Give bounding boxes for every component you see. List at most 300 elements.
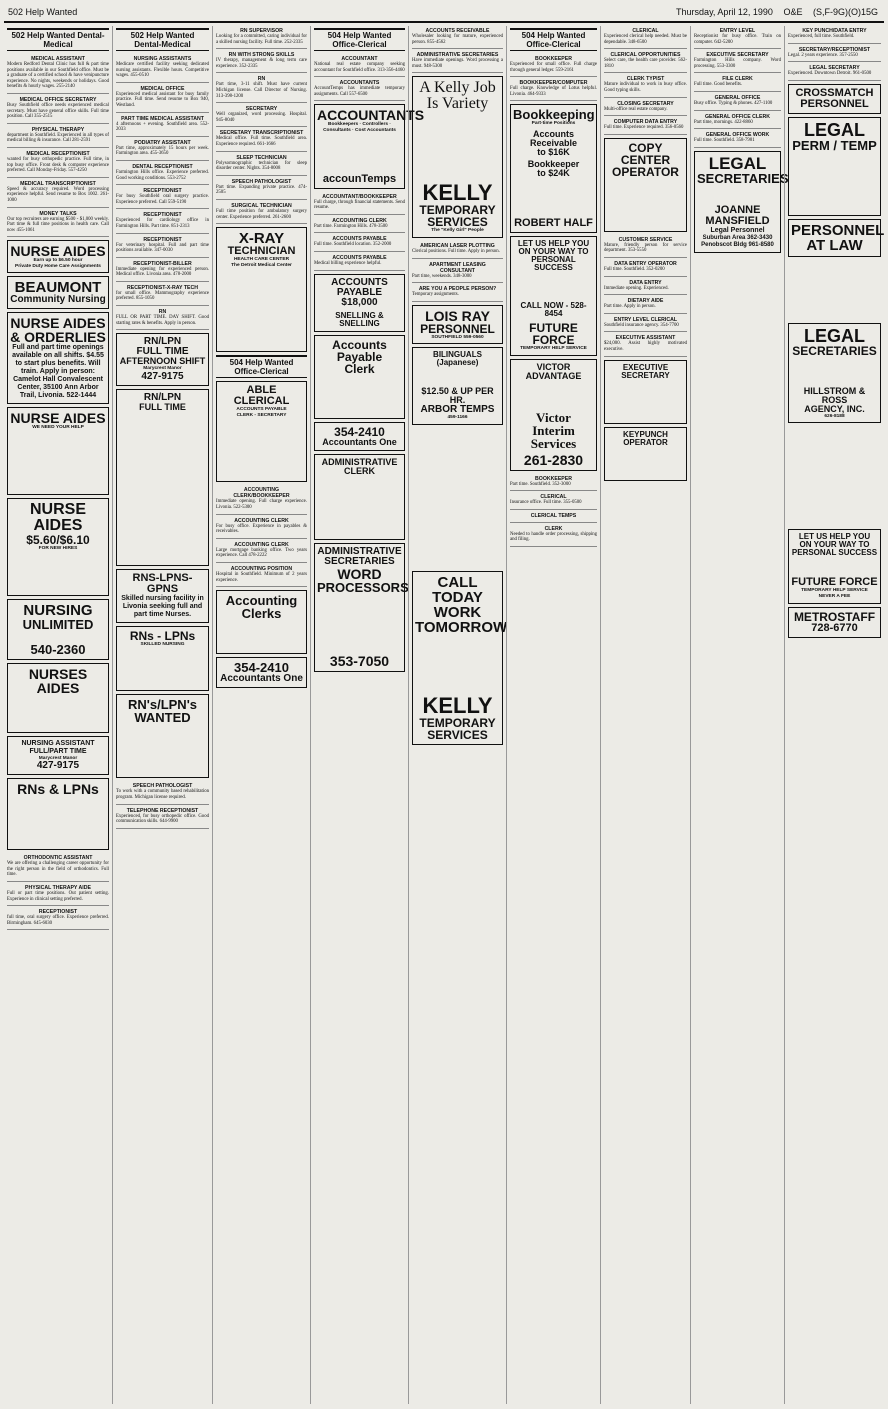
ad-body: Experienced clerical help needed. Must be dependable. 348-6500 [604, 34, 687, 45]
ad-title: RN WITH STRONG SKILLS [228, 52, 295, 59]
ad-subline: Clerk [344, 361, 375, 376]
header-rule [4, 21, 884, 23]
classified-ad [412, 260, 503, 284]
ad-body-filler [513, 381, 594, 411]
ad-headline: SECRETARIES [792, 343, 877, 358]
ad-body: Full time. Southfield. 358-7981 [694, 138, 755, 144]
ad-subline: TECHNICIAN [227, 245, 296, 258]
executive-secretary-ad [604, 360, 687, 424]
classified-ad [216, 128, 307, 151]
classified-ad [314, 234, 405, 252]
ad-title: PART TIME MEDICAL ASSISTANT [121, 115, 204, 122]
ad-title: DIETARY AIDE [627, 298, 664, 305]
ad-body: department in Southfield. Experienced in all types of medical billing & insurance. Call 281-2591 [7, 132, 109, 144]
ad-title: ORTHODONTIC ASSISTANT [23, 855, 93, 862]
ad-headline: LEGAL [708, 153, 767, 173]
ad-headline: SECRETARIES [697, 170, 789, 186]
classified-ad [216, 516, 307, 539]
ad-subline: UNLIMITED [22, 616, 94, 632]
ad-body: Immediate opening for experienced person. Medical office. Livonia area. 478-2000 [116, 266, 209, 278]
ad-title: ACCOUNTANT/BOOKKEEPER [322, 193, 397, 200]
ad-body: Well organized, word processing. Hospital. 945-8040 [216, 112, 307, 123]
ad-headline: NURSE AIDES [29, 501, 86, 535]
ad-subline: AFTERNOON SHIFT [119, 356, 206, 367]
classified-ad [788, 63, 881, 81]
classified-ad [694, 130, 781, 148]
ad-headline: AIDES [36, 679, 80, 696]
ad-body: FULL OR PART TIME. DAY SHIFT. Good starting rates & benefits. Apply in person. [116, 315, 209, 326]
agency-name: MANSFIELD [705, 214, 770, 227]
ad-title: MEDICAL OFFICE [140, 85, 185, 92]
ad-body-filler [219, 268, 304, 348]
ad-body-filler [791, 357, 878, 387]
ad-title: CLERICAL [632, 28, 659, 34]
classified-ad [314, 216, 405, 234]
ad-subline: Marycrest Manor [143, 366, 182, 372]
ad-title: ACCOUNTS RECEIVABLE [425, 28, 490, 34]
ad-headline: NURSE AIDES [10, 410, 106, 427]
ad-phone: 728-6770 [811, 621, 858, 634]
header-section: 502 Help Wanted [8, 7, 78, 17]
ad-list [604, 26, 687, 135]
ad-body: Have immediate openings. Word processing a must. 948-5300 [412, 58, 503, 69]
ad-body: wanted for busy orthopedic practice. Full time, in top busy office. Front desk & computer experience preferred. Call Monday-Friday. 557-4250 [7, 156, 109, 174]
ad-title: RECEPTIONIST-X-RAY TECH [127, 284, 198, 291]
ad-subline: Marycrest Manor [38, 755, 78, 761]
ad-headline: RN/LPN [143, 391, 182, 403]
ad-title: BOOKKEEPER [535, 475, 572, 482]
agency-logo: Interim [532, 422, 575, 438]
ad-body-filler [10, 552, 106, 592]
legal-perm-temp-ad [788, 117, 881, 216]
ad-body: We are offering a challenging career opportunity for the right person in the field of orthodontics. Full time. [7, 861, 109, 878]
beaumont-ad [7, 276, 109, 309]
ad-headline: ACCOUNTANTS [317, 107, 425, 124]
classified-ad [7, 209, 109, 238]
ad-headline: LOIS RAY [425, 307, 490, 324]
agency-logo: KELLY [422, 180, 493, 206]
classified-ad [314, 192, 405, 215]
ad-title: MEDICAL ASSISTANT [31, 56, 85, 62]
agency-name: HILLSTROM & ROSS [803, 385, 866, 405]
ad-subline: TEMPORARY HELP SERVICE [801, 588, 868, 594]
ad-title: ENTRY LEVEL [719, 28, 756, 34]
ad-title: CLOSING SECRETARY [617, 100, 674, 107]
classified-ad [604, 235, 687, 258]
ad-title: ACCOUNTING POSITION [230, 566, 293, 573]
classified-ad [694, 26, 781, 49]
ad-headline: ON YOUR WAY TO [518, 246, 589, 256]
ad-body-filler [10, 431, 106, 491]
ad-body: $24,000. Assist highly motivated executive. [604, 341, 687, 352]
ad-list [216, 26, 307, 224]
ad-subline: Accountants One [220, 673, 303, 685]
classified-ad [694, 74, 781, 92]
ad-body: Busy Southfield office needs experienced medical secretary. Must have general office skills. Full time position. Call 355-2515 [7, 102, 109, 120]
ad-headline: WORD [337, 565, 382, 582]
header-paper: O&E [783, 7, 803, 17]
ad-body: To work with a community based rehabilitation program. Michigan license required. [116, 789, 209, 801]
ad-list [314, 192, 405, 271]
classified-ad [216, 564, 307, 587]
ad-body: Multi-office real estate company. [604, 106, 668, 112]
ad-headline: Accounting Clerks [225, 593, 298, 622]
ad-body-filler [415, 112, 500, 182]
agency-logo: CROSSMATCH [795, 86, 874, 99]
ad-headline: OPERATOR [612, 164, 679, 179]
ad-title: DATA ENTRY [629, 279, 662, 286]
classified-ad [604, 117, 687, 135]
ad-list [116, 54, 209, 330]
column-7 [600, 26, 690, 1404]
future-force-ad [788, 529, 881, 603]
classified-ad [510, 78, 597, 101]
ad-subline: FULL TIME [139, 401, 186, 412]
ad-title: RECEPTIONIST [38, 909, 78, 916]
ad-body-filler [317, 134, 402, 174]
classified-ad [412, 26, 503, 49]
ad-phone: Penobscot Bldg 961-8580 [701, 241, 774, 248]
ad-body: Experienced. Downtown Detroit. 961-0500 [788, 71, 872, 77]
ad-headline: PERM / TEMP [792, 137, 877, 153]
classified-ad [116, 259, 209, 282]
rns-lpns-gpns-ad [116, 569, 209, 623]
ad-list [116, 781, 209, 828]
ad-subline: Receivable [529, 137, 578, 148]
ad-body-filler [119, 412, 206, 562]
classified-ad [216, 26, 307, 49]
column-2 [112, 26, 212, 1404]
ad-title: PODIATRY ASSISTANT [134, 139, 191, 146]
agency-logo: Victor [536, 409, 571, 425]
ad-headline: LEGAL [804, 119, 865, 140]
ad-body: For busy office. Experience in payables & receivables. [216, 523, 307, 535]
ad-subline: to $24K [537, 167, 570, 178]
classified-ad [604, 259, 687, 277]
ad-body-filler [317, 594, 402, 654]
ad-headline: RN's/LPN's [127, 697, 198, 713]
ad-body: Select care, the health care provider. 562-1810 [604, 58, 687, 69]
ad-title: ACCOUNTING CLERK [332, 217, 387, 224]
ad-body: Mature individual to work in busy office. Good typing skills. [604, 82, 687, 93]
ad-body: Full time position for ambulatory surgery center. Experience preferred. 261-2600 [216, 208, 307, 220]
ad-body: Wholesaler looking for mature, experienced person. 855-4562 [412, 34, 503, 45]
ad-body: Full time. Southfield. 352-0200 [604, 266, 665, 272]
classified-ad [116, 54, 209, 83]
ad-body: Full or part time positions. Out patient setting. Experience in clinical setting preferred. [7, 891, 109, 902]
ad-body: Polysomnographic technician for sleep disorder center. Nights. 354-8008 [216, 160, 307, 172]
ad-body-filler [788, 260, 881, 320]
ad-headline: & ORDERLIES [10, 329, 106, 346]
classified-ad [116, 781, 209, 804]
ad-body: Part time. Farmington Hills. 478-3500 [314, 223, 388, 229]
ad-headline: ADMINISTRATIVE CLERK [321, 456, 398, 476]
ad-body: Mature, friendly person for service department. 353-5550 [604, 242, 687, 254]
ad-headline: CALL TODAY [432, 573, 483, 606]
column-3 [212, 26, 310, 1404]
ad-headline: RN/LPN [143, 336, 182, 348]
classified-ad [7, 883, 109, 906]
ad-subline: Bookkeeper [527, 158, 580, 169]
ad-headline: NURSING ASSISTANT [21, 739, 95, 747]
agency-logo: SERVICES [427, 727, 488, 742]
agency-logo: AT LAW [806, 236, 863, 254]
ad-body-filler [791, 152, 878, 212]
accounts-payable-clerk-ad [314, 335, 405, 419]
classified-ad [604, 99, 687, 117]
personnel-at-law-ad [788, 219, 885, 257]
ad-body: Full time. Good benefits. [694, 82, 743, 88]
ad-title: TELEPHONE RECEPTIONIST [126, 807, 199, 814]
rns-lpns-skilled-ad [116, 626, 209, 692]
bookkeeping-ad [510, 104, 597, 233]
classified-ad [7, 179, 109, 208]
ad-body-filler [317, 375, 402, 415]
section-heading: 502 Help Wanted Dental-Medical [116, 28, 209, 51]
ad-body-filler [513, 272, 594, 302]
ad-subline: Earn up to $6.50 hour [33, 258, 83, 264]
ad-subline: TEMPORARY HELP SERVICE [520, 345, 587, 351]
classified-ad [7, 54, 109, 94]
ad-subline: FULL/PART TIME [29, 747, 87, 755]
ad-body-filler [415, 635, 500, 695]
call-today-ad [412, 571, 508, 745]
ad-body: Part time, approximately 15 hours per week. Farmington area. 455-3650 [116, 145, 209, 157]
classified-ad [788, 26, 881, 44]
ad-headline: BEAUMONT [14, 279, 102, 297]
ad-phone: 427-9175 [141, 370, 184, 382]
classified-ad [116, 138, 209, 161]
rns-lpns-ad [7, 778, 109, 850]
ad-body: Full time. Southfield location. 352-2000 [314, 242, 392, 248]
ad-body: Busy office. Typing & phones. 427-1100 [694, 100, 773, 106]
ad-title: DENTAL RECEPTIONIST [132, 163, 193, 170]
ad-body: Our top recruiters are earning $500 - $1,000 weekly. Part time & full time positions in health care. Call now 455-1061 [7, 216, 109, 233]
classified-ad [216, 540, 307, 563]
ad-headline: VICTOR ADVANTAGE [525, 361, 582, 381]
rns-lpns-wanted-ad [116, 694, 209, 778]
ad-body: Speed & accuracy required. Word processing experience helpful. Send resume to Box 1002. 261-1000 [7, 186, 109, 203]
ad-body: Looking for a committed, caring individual for a skilled nursing facility. Full time. 252-2335 [216, 34, 307, 45]
ad-body: Farmington Hills company. Word processing. 553-3300 [694, 58, 781, 69]
ad-body: Insurance office. Full time. 355-0500 [510, 500, 582, 506]
ad-headline: PERSONNEL [420, 321, 495, 336]
ad-headline: PERSONAL SUCCESS [791, 548, 878, 558]
ad-body-filler [791, 557, 878, 577]
ad-headline: LET US HELP YOU [517, 238, 590, 248]
ad-title: APARTMENT LEASING CONSULTANT [429, 261, 486, 274]
ad-phone: 626-8188 [824, 413, 845, 419]
classified-ad [116, 162, 209, 185]
ad-subline: SKILLED NURSING [140, 641, 185, 647]
nurses-aides-ad [7, 663, 109, 733]
ad-title: RN [158, 309, 167, 316]
copy-center-ad [604, 138, 687, 232]
ad-body: Experienced medical assistant for busy family practice. Full time. Send resume to Box 940, Westland. [116, 91, 209, 108]
ad-subline: Part-time Positions [531, 121, 576, 127]
ad-subline: The Detroit Medical Center [231, 262, 292, 268]
bilinguals-ad [412, 347, 503, 425]
ad-body: Temporary assignments. [412, 292, 459, 298]
ad-body-filler [788, 426, 881, 526]
ad-title: AMERICAN LASER PLOTTING [420, 242, 495, 249]
section-heading: 504 Help Wanted Office-Clerical [314, 28, 405, 51]
ad-body-filler [697, 185, 778, 205]
ad-body: Needed to handle order processing, shipping and filing. [510, 531, 597, 543]
ad-body: Part time. Apply in person. [604, 304, 656, 310]
ad-headline: NURSES [28, 665, 88, 682]
classified-ad [116, 84, 209, 113]
ad-title: PHYSICAL THERAPY AIDE [25, 885, 91, 892]
ad-body: Southfield insurance agency. 354-7700 [604, 322, 679, 328]
ad-subline: HEALTH CARE CENTER [233, 257, 290, 263]
ad-title: GENERAL OFFICE CLERK [704, 113, 771, 120]
ad-title: CLERICAL [540, 494, 567, 501]
ad-body-filler [219, 418, 304, 478]
ad-list [7, 853, 109, 930]
classified-ad [694, 112, 781, 130]
ad-title: CUSTOMER SERVICE [618, 236, 673, 243]
ad-body-filler [607, 380, 684, 420]
ad-title: CLERK TYPIST [626, 76, 665, 83]
kelly-variety-ad [412, 76, 503, 238]
ad-title: RECEPTIONIST [143, 212, 182, 219]
ad-phone: 427-9175 [36, 760, 80, 772]
ad-subline: CLERK - SECRETARY [236, 412, 287, 418]
classified-ad [604, 50, 687, 73]
ad-subline: FOR NEW HIRES [38, 546, 78, 552]
classified-ad [7, 907, 109, 930]
ad-subline: WE NEED YOUR HELP [32, 425, 84, 431]
ad-body-filler [415, 367, 500, 387]
column-8 [690, 26, 789, 1404]
ad-headline: RNs - LPNs [129, 628, 196, 643]
ad-body: For busy Southfield oral surgery practice. Experience preferred. Call 559-5190 [116, 194, 209, 205]
ad-body-filler [119, 647, 206, 687]
classified-ad [314, 54, 405, 77]
ad-title: SECRETARY TRANSCRIPTIONIST [219, 130, 304, 137]
xray-technician-ad [216, 227, 307, 352]
classified-ad [216, 153, 307, 176]
classified-ad [216, 104, 307, 127]
ad-body: Medical office. Full time. Southfield area. Experience required. 661-1666 [216, 136, 307, 147]
agency-logo: KELLY [422, 692, 493, 718]
classified-ad [7, 149, 109, 178]
ad-headline: RNs & LPNs [17, 781, 99, 798]
ad-title: ARE YOU A PEOPLE PERSON? [418, 286, 497, 293]
ad-body: Medical billing experience helpful. [314, 260, 382, 266]
ad-subline: $12.50 & UP PER HR. [421, 386, 494, 406]
classified-ad [7, 853, 109, 882]
ad-headline: SECRETARIES [324, 555, 395, 567]
accounting-clerks-ad [216, 590, 307, 654]
ad-phone: Suburban Area 362-3430 [702, 234, 773, 241]
ad-title: MONEY TALKS [39, 210, 77, 217]
ad-body: Farmington Hills office. Experience preferred. Good working conditions. 553-2752 [116, 169, 209, 181]
ad-headline: LEGAL [804, 325, 865, 346]
ad-list [216, 485, 307, 587]
ad-headline: ACCOUNTS PAYABLE [331, 276, 388, 298]
ad-body: Experienced, full time. Southfield. [788, 34, 855, 39]
classified-ad [216, 201, 307, 224]
nursing-unlimited-ad [7, 599, 109, 660]
ad-subline: ACCOUNTS PAYABLE [236, 407, 287, 413]
classified-ad [116, 186, 209, 209]
classified-ad [314, 253, 405, 271]
ad-body: Immediate opening. Experienced. [604, 285, 669, 291]
ad-title: BOOKKEEPER/COMPUTER [519, 80, 588, 87]
ad-body: 4 afternoons + evening. Southfield area. 552-2033 [116, 121, 209, 133]
ad-title: ACCOUNTS PAYABLE [332, 254, 387, 261]
classified-ad [7, 95, 109, 124]
ad-phone: 353-7050 [329, 652, 390, 669]
ad-headline: NURSING [23, 601, 93, 619]
ad-headline: ABLE CLERICAL [233, 384, 290, 408]
ad-subline: Legal Personnel [710, 226, 765, 234]
ad-body: Large mortgage banking office. Two years experience. Call 478-2222 [216, 547, 307, 559]
classified-ad [510, 492, 597, 510]
ad-title: SPEECH PATHOLOGIST [231, 178, 292, 185]
ad-body-filler [513, 178, 594, 218]
ad-body: Experienced for small office. Full charge through general ledger. 559-2161 [510, 62, 597, 73]
ad-phone: 354-2410 [334, 424, 385, 439]
ad-title: CLERK [544, 525, 563, 532]
ad-phone: 459-1166 [447, 415, 468, 421]
ad-phone: CALL NOW - 528-8454 [520, 300, 587, 318]
ad-subline: to $16K [537, 146, 570, 157]
ad-body: For veterinary hospital. Full and part time positions available. 347-0030 [116, 242, 209, 254]
ad-list [694, 26, 781, 148]
classified-ad [604, 333, 687, 356]
accounts-payable-ad [314, 274, 405, 332]
ad-title: MEDICAL RECEPTIONIST [26, 150, 90, 157]
classified-ad [116, 114, 209, 137]
lois-ray-ad [412, 305, 503, 345]
ad-body: Receptionist for busy office. Train on computer. 642-5200 [694, 34, 781, 45]
ad-title: CLERICAL OPPORTUNITIES [610, 52, 681, 59]
ad-headline: Bookkeeping [513, 107, 595, 123]
classified-ad [216, 177, 307, 200]
rn-lpn-fulltime-ad [116, 389, 209, 566]
ad-title: KEY PUNCH/DATA ENTRY [802, 28, 867, 34]
nurse-aides-wage-ad [7, 498, 109, 596]
classified-ad [510, 524, 597, 547]
ad-subline: Bookkeepers · Controllers · Consultants · Cost Accountants [323, 122, 396, 133]
classified-ad [510, 474, 597, 492]
ad-title: RECEPTIONIST-BILLER [133, 260, 192, 267]
ad-phone: 354-2410 [234, 660, 289, 676]
ad-body: Full charge, through financial statements. Send resume. [314, 199, 405, 211]
ad-body: Part time, 3-11 shift. Must have current Michigan license. Call Director of Nursing. 313-398-1200 [216, 82, 307, 99]
ad-title: CLERICAL TEMPS [530, 512, 577, 519]
able-clerical-ad [216, 381, 307, 482]
ad-body-filler [607, 447, 684, 477]
ad-body: Full charge. Knowledge of Lotus helpful. Livonia. 464-9333 [510, 86, 597, 97]
ad-body: Part time, mornings. 422-8860 [694, 119, 753, 125]
ad-title: EXECUTIVE ASSISTANT [615, 335, 676, 342]
agency-logo: TEMPORARY [419, 715, 496, 730]
ad-headline: Is Variety [426, 95, 489, 113]
ad-headline: NURSE AIDES [10, 243, 106, 260]
ad-title: GENERAL OFFICE WORK [705, 132, 770, 139]
ad-headline: NURSE AIDES [10, 315, 106, 332]
ad-title: COMPUTER DATA ENTRY [613, 119, 678, 126]
rn-lpn-afternoon-ad [116, 333, 209, 386]
agency-logo: TEMPORARY [419, 203, 496, 218]
ad-body: Experienced, for busy orthopedic office. Good communication skills. 644-9900 [116, 813, 209, 825]
ad-title: SPEECH PATHOLOGIST [132, 783, 193, 790]
ad-headline: COPY CENTER [620, 140, 671, 167]
